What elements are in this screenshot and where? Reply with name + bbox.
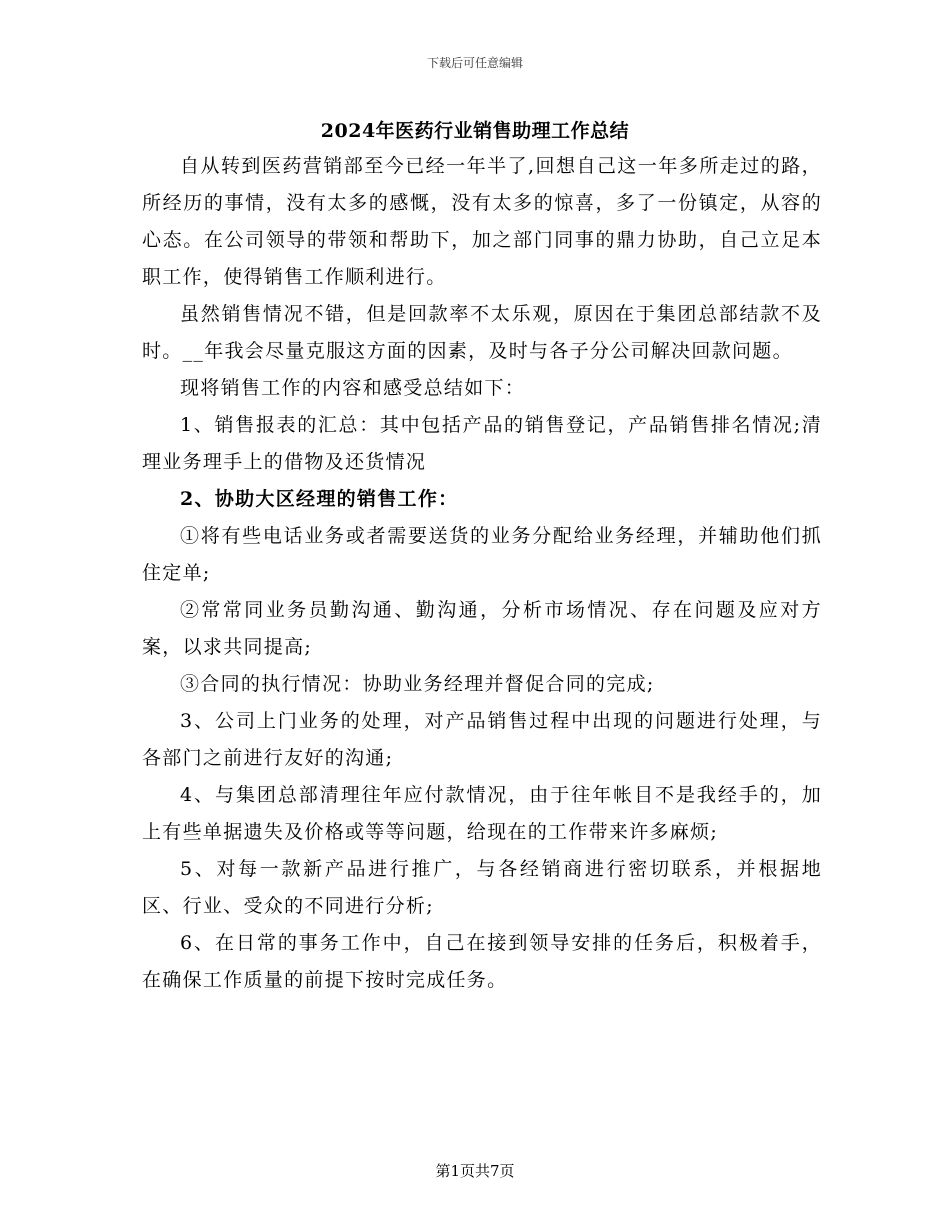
list-item-1: 1、销售报表的汇总：其中包括产品的销售登记，产品销售排名情况;清理业务理手上的借物及还货情况 xyxy=(142,414,822,473)
sub-item-3: ③合同的执行情况：协助业务经理并督促合同的完成; xyxy=(180,673,655,695)
list-item-5: 5、对每一款新产品进行推广，与各经销商进行密切联系，并根据地区、行业、受众的不同进行分析; xyxy=(142,858,822,917)
list-item-4: 4、与集团总部清理往年应付款情况，由于往年帐目不是我经手的，加上有些单据遗失及价格或等等问题，给现在的工作带来许多麻烦; xyxy=(142,784,822,843)
list-item-3: 3、公司上门业务的处理，对产品销售过程中出现的问题进行处理，与各部门之前进行友好的沟通; xyxy=(142,710,822,769)
page-number: 第1页共7页 xyxy=(435,1162,515,1180)
document-body xyxy=(142,148,822,999)
paragraph-collection: 虽然销售情况不错，但是回款率不太乐观，原因在于集团总部结款不及时。__年我会尽量克服这方面的因素，及时与各子分公司解决回款问题。 xyxy=(142,303,822,362)
sub-item-2: ②常常同业务员勤沟通、勤沟通，分析市场情况、存在问题及应对方案，以求共同提高; xyxy=(142,599,822,658)
paragraph-summary-lead: 现将销售工作的内容和感受总结如下： xyxy=(180,377,526,399)
sub-item-1: ①将有些电话业务或者需要送货的业务分配给业务经理，并辅助他们抓住定单; xyxy=(142,525,822,584)
list-item-2-heading: 2、协助大区经理的销售工作： xyxy=(180,488,459,510)
page-header-note: 下载后可任意编辑 xyxy=(426,56,523,70)
list-item-6: 6、在日常的事务工作中，自己在接到领导安排的任务后，积极着手，在确保工作质量的前提下按时完成任务。 xyxy=(142,932,822,991)
paragraph-intro: 自从转到医药营销部至今已经一年半了,回想自己这一年多所走过的路，所经历的事情，没有太多的感慨，没有太多的惊喜，多了一份镇定，从容的心态。在公司领导的带领和帮助下，加之部门同事的鼎力协助，自己立足本职工作，使得销售工作顺利进行。 xyxy=(142,155,822,288)
document-title: 2024年医药行业销售助理工作总结 xyxy=(320,120,630,142)
